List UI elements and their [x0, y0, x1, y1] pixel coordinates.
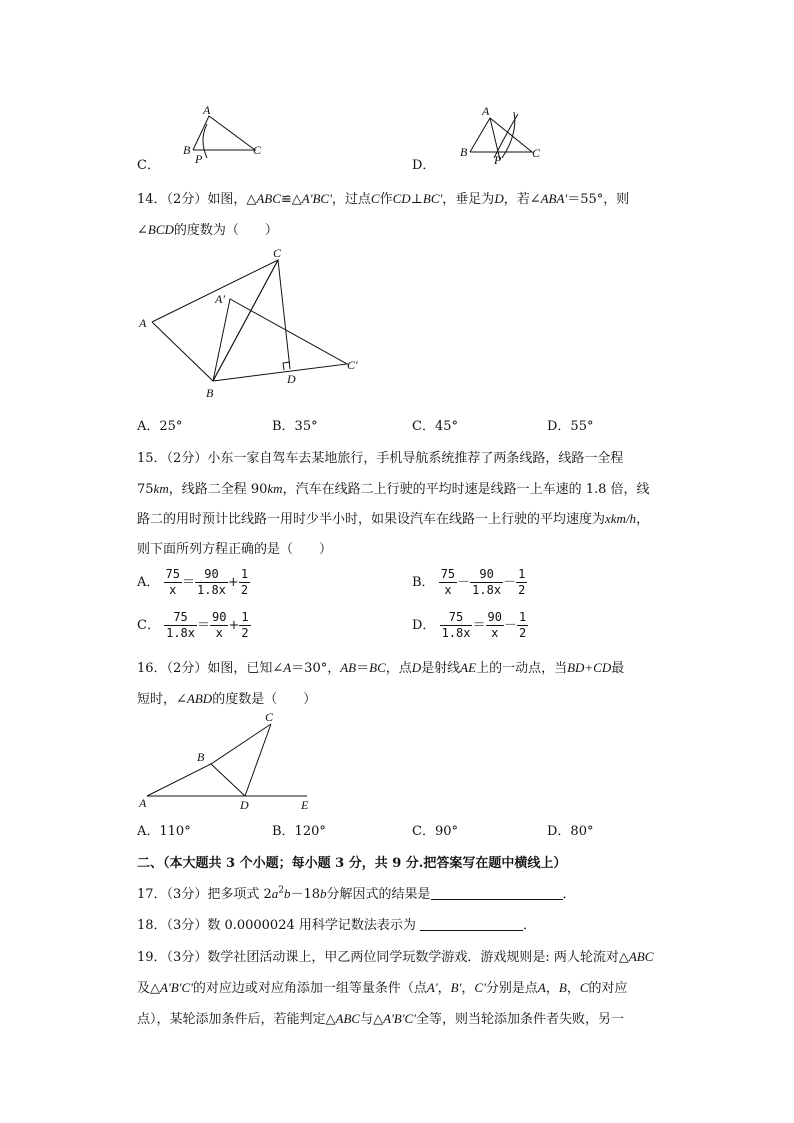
- q14-figure: [135, 245, 375, 405]
- pt-D: D: [287, 372, 296, 386]
- q15-option-b[interactable]: B． $\frac{75}{x}$ － $\frac{90}{1.8x}$ － $\frac{1}{2}$: [412, 567, 526, 597]
- pt-D: D: [240, 798, 249, 812]
- q17-answer-blank[interactable]: [431, 886, 563, 900]
- pt-B: B: [197, 750, 205, 764]
- pt-C: C: [253, 143, 262, 157]
- pt-A: A: [139, 316, 147, 330]
- q15-option-d[interactable]: D． $\frac{75}{1.8x}$ ＝ $\frac{90}{x}$ － $\frac{1}{2}$: [412, 610, 527, 640]
- q18: 18．（3分）数 0.0000024 用科学记数法表示为 ．: [137, 918, 537, 933]
- pt-C: C: [273, 246, 282, 260]
- q19-line2: 及△A'B'C'的对应边或对应角添加一组等量条件（点A'，B'，C'分别是点A，B，C的对应: [137, 980, 628, 996]
- triangle-abc: [152, 260, 278, 381]
- q14-option-c[interactable]: C．45°: [412, 419, 458, 434]
- pt-A: A: [203, 103, 211, 117]
- q13-figure-d: [432, 100, 542, 170]
- q15-option-a[interactable]: A． $\frac{75}{x}$ ＝ $\frac{90}{1.8x}$ + $\frac{1}{2}$: [137, 567, 249, 597]
- pt-C: C: [532, 146, 541, 160]
- q15-stem-line1: 15．（2分）小东一家自驾车去某地旅行，手机导航系统推荐了两条线路，线路一全程: [137, 451, 624, 466]
- q13-figure-c: [157, 100, 267, 170]
- q16-option-b[interactable]: B．120°: [272, 824, 326, 839]
- q16-stem-line1: 16．（2分）如图，已知∠A＝30°，AB＝BC，点D是射线AE上的一动点，当BD+CD最: [137, 660, 625, 676]
- pt-A1: A′: [215, 292, 225, 306]
- q14-stem-line2: ∠BCD的度数为（ ）: [137, 222, 278, 238]
- q14-option-a[interactable]: A．25°: [137, 419, 183, 434]
- pt-C1: C′: [347, 358, 358, 372]
- q16-option-d[interactable]: D．80°: [547, 824, 594, 839]
- triangle: [470, 118, 532, 152]
- q13-option-d-label: D．: [412, 158, 436, 173]
- segment-a-b-c: [147, 724, 271, 796]
- q16-stem-line2: 短时，∠ABD的度数是（ ）: [137, 691, 317, 707]
- q13-option-c[interactable]: [137, 100, 262, 173]
- pt-A: A: [139, 796, 147, 810]
- q16-figure: [135, 708, 335, 813]
- triangle-a1bc1: [213, 299, 347, 381]
- segment-bd: [211, 764, 245, 796]
- pt-B: B: [460, 145, 468, 159]
- q15-option-c[interactable]: C． $\frac{75}{1.8x}$ ＝ $\frac{90}{x}$ + $\frac{1}{2}$: [137, 610, 249, 640]
- segment-cd: [278, 260, 290, 369]
- q13-option-c-label: C．: [137, 158, 160, 173]
- pt-C: C: [265, 710, 274, 724]
- pt-B: B: [206, 386, 214, 400]
- q13-option-d[interactable]: [412, 100, 542, 172]
- q17: 17．（3分）把多项式 $2a^2b-18b$分解因式的结果是 ．: [137, 885, 576, 902]
- triangle: [193, 116, 255, 150]
- q19-line3: 点），某轮添加条件后，若能判定△ABC与△A'B'C'全等，则当轮添加条件者失败，另一: [137, 1011, 624, 1027]
- q15-stem-line4: 则下面所列方程正确的是（ ）: [137, 542, 333, 557]
- section-2-heading: 二、（本大题共 3 个小题；每小题 3 分，共 9 分.把答案写在题中横线上）: [137, 856, 567, 871]
- arc: [203, 124, 207, 158]
- pt-A: A: [482, 104, 490, 118]
- pt-P: P: [195, 152, 203, 166]
- segment-cd: [245, 724, 271, 796]
- q14-stem-line1: 14．（2分）如图，△ABC≌△A'BC'，过点C作CD⊥BC'，垂足为D，若∠ABA'＝55°，则: [137, 191, 630, 207]
- q15-stem-line3: 路二的用时预计比线路一用时少半小时，如果设汽车在线路一上行驶的平均速度为xkm/h，: [137, 511, 650, 527]
- pt-P: P: [494, 153, 502, 167]
- q16-option-a[interactable]: A．110°: [137, 824, 191, 839]
- pt-B: B: [183, 143, 191, 157]
- q14-option-d[interactable]: D．55°: [547, 419, 594, 434]
- q19-line1: 19．（3分）数学社团活动课上，甲乙两位同学玩数学游戏．游戏规则是: 两人轮流对△ABC: [137, 949, 654, 965]
- pt-E: E: [301, 798, 309, 812]
- q14-option-b[interactable]: B．35°: [272, 419, 318, 434]
- q15-stem-line2: 75km，线路二全程 90km，汽车在线路二上行驶的平均时速是线路一上车速的 1.8 倍，线: [137, 481, 650, 497]
- q18-answer-blank[interactable]: [420, 917, 523, 931]
- q16-option-c[interactable]: C．90°: [412, 824, 458, 839]
- arc2: [502, 112, 515, 158]
